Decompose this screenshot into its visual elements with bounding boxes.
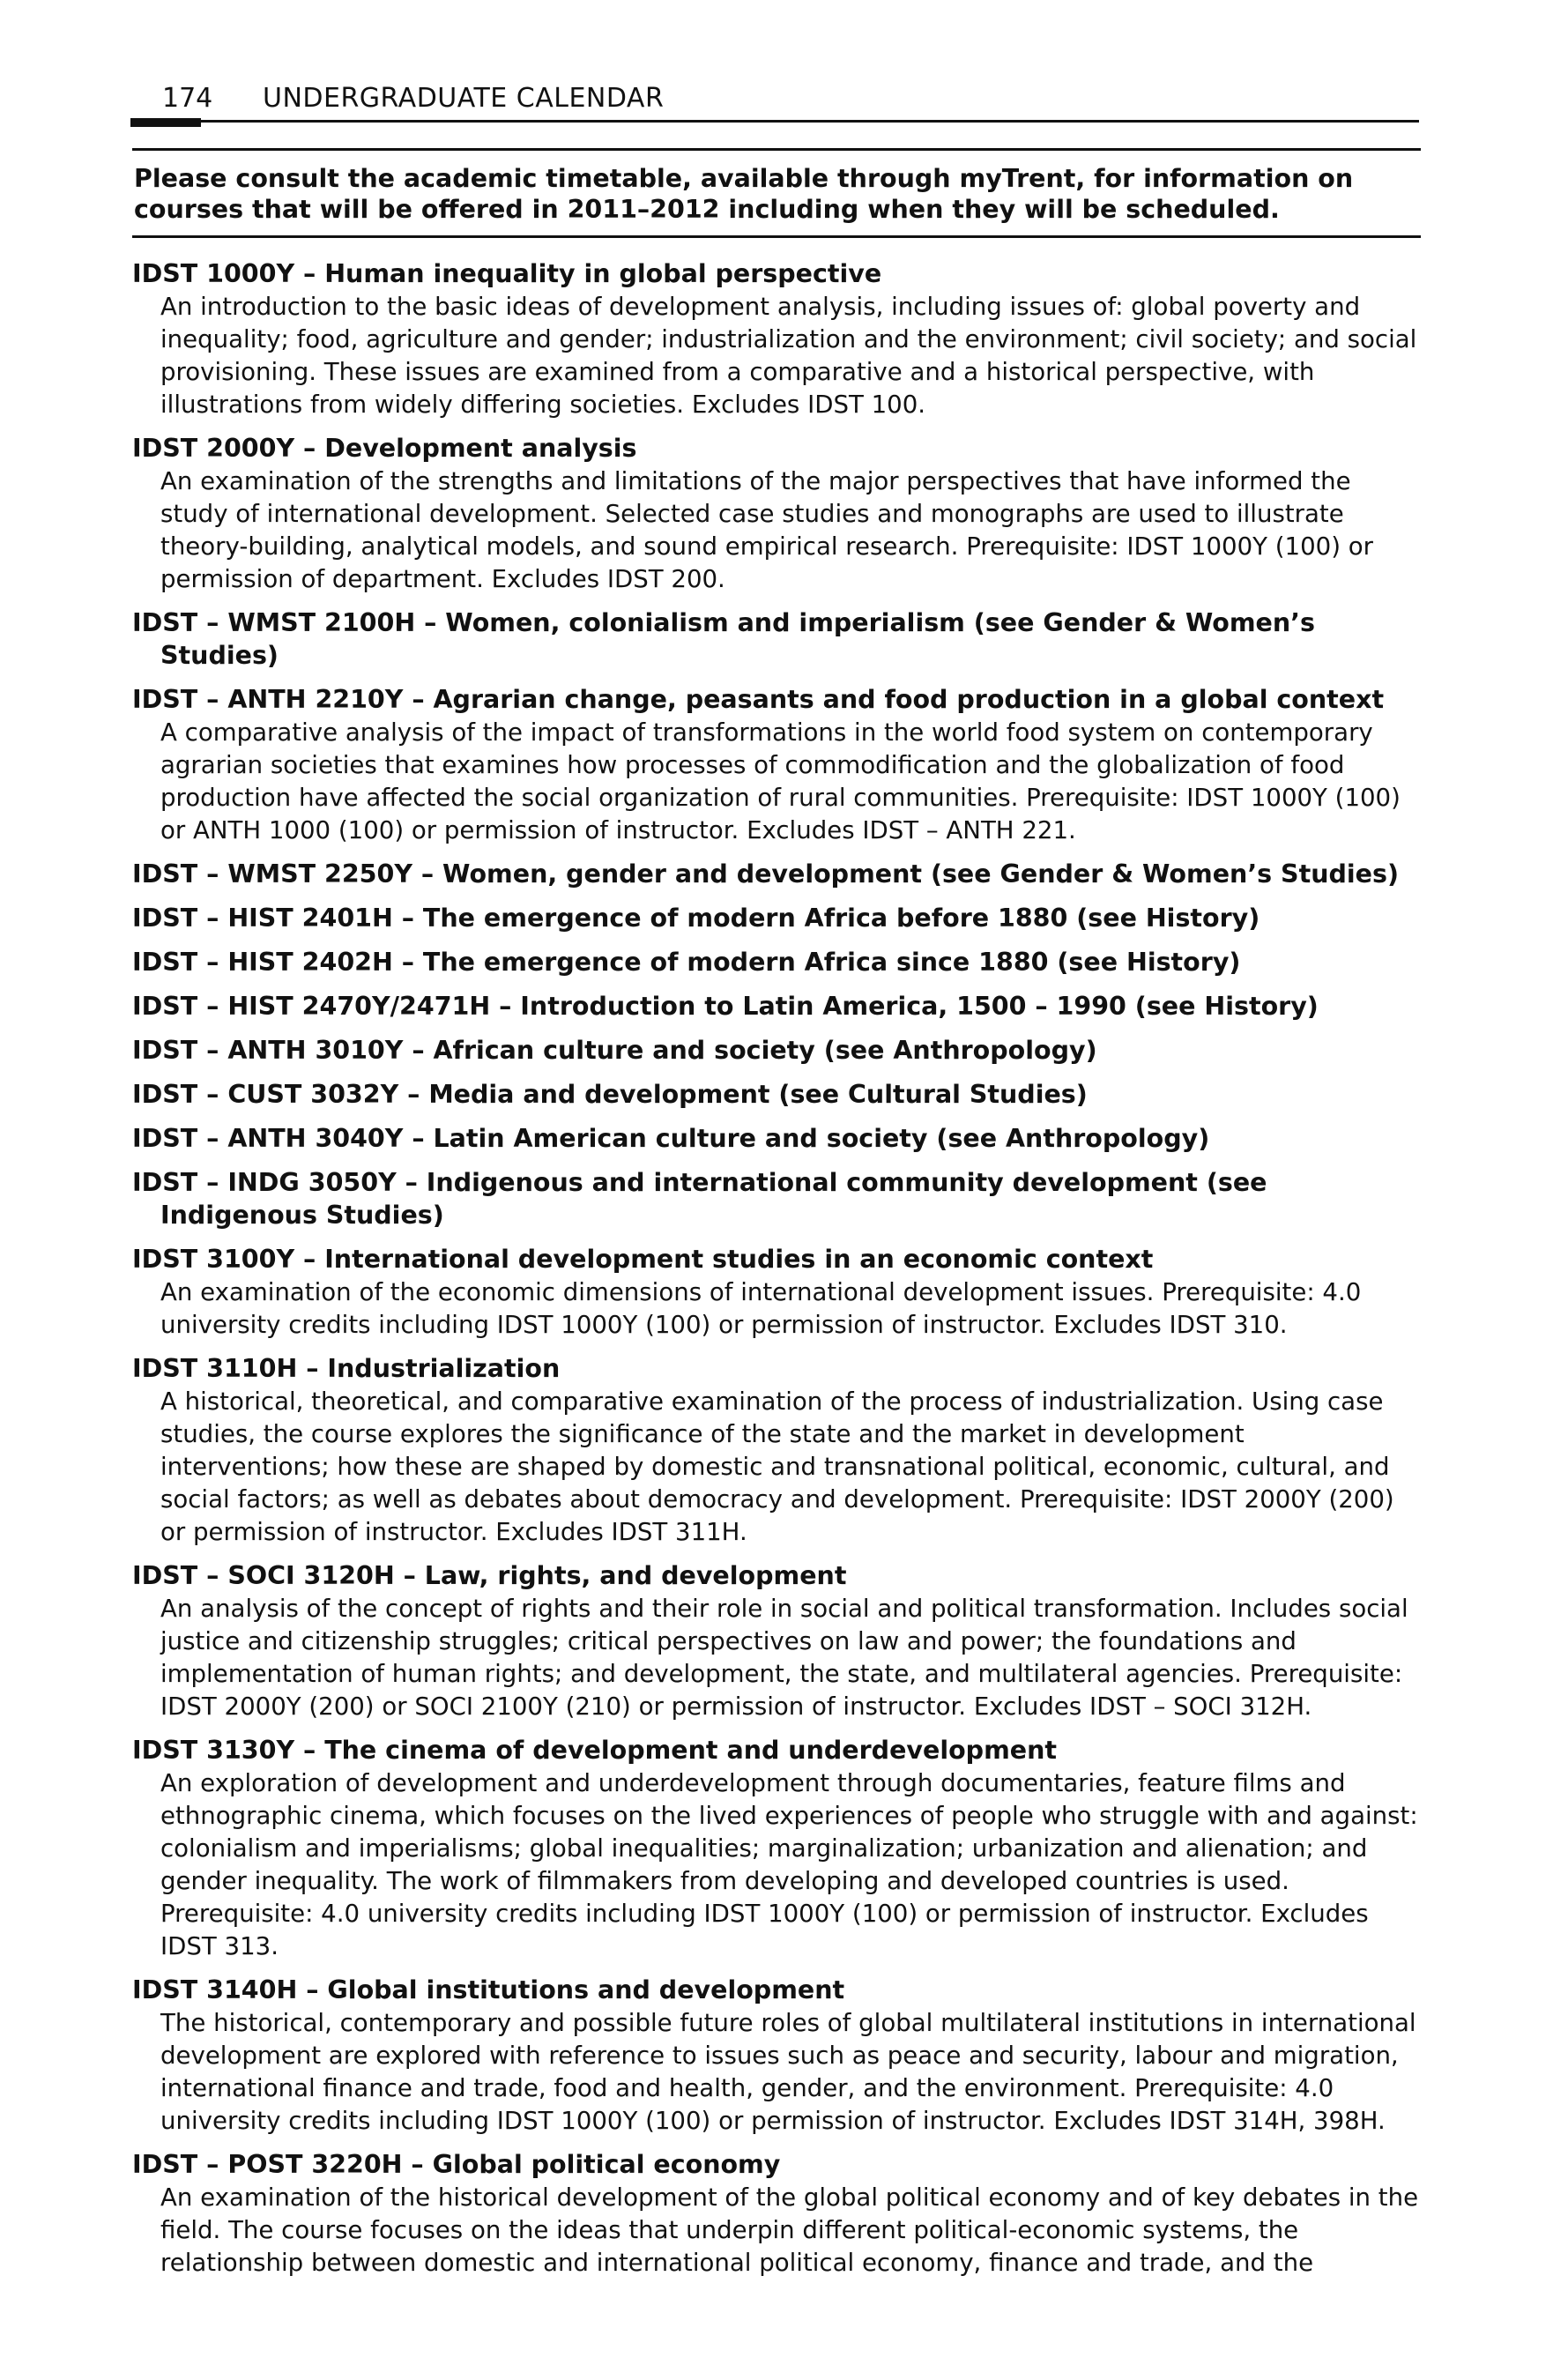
course-title: IDST – CUST 3032Y – Media and development (see Cultural Studies) [132,1080,1088,1109]
course-title: IDST – SOCI 3120H – Law, rights, and development [132,1561,847,1590]
course-title: IDST – POST 3220H – Global political economy [132,2150,781,2179]
course-title: IDST – ANTH 2210Y – Agrarian change, peasants and food production in a global context [132,685,1385,714]
course-entry [132,1243,1421,1341]
course-title: IDST 3110H – Industrialization [132,1354,561,1383]
course-title: IDST – HIST 2402H – The emergence of modern Africa since 1880 (see History) [132,948,1241,977]
course-entry [132,257,1421,420]
course-description: An examination of the economic dimensions of international development issues. Prerequisite: 4.0 university credits including IDST 1000Y (100) or permission of instructor. Excludes IDST 310. [160,1277,1362,1339]
course-entry [132,1352,1421,1548]
course-entry [132,1166,1421,1231]
timetable-notice [132,148,1421,238]
course-title: IDST – ANTH 3040Y – Latin American culture and society (see Anthropology) [132,1124,1210,1153]
course-title: IDST 2000Y – Development analysis [132,434,637,463]
course-description: An analysis of the concept of rights and their role in social and political transformation. Includes social justice and citizenship struggles; critical perspectives on law and power; the foundations and implementation of human rights; and development, the state, and multilateral agencies. Prerequisite: IDST 2000Y (200) or SOCI 2100Y (210) or permission of instructor. Excludes IDST – SOCI 312H. [160,1594,1408,1721]
course-entry [132,2148,1421,2279]
course-description: An exploration of development and underdevelopment through documentaries, feature films and ethnographic cinema, which focuses on the lived experiences of people who struggle with and against: colonialism and imperialisms; global inequalities; marginalization; urbanization and alienation; and gender inequality. The work of filmmakers from developing and developed countries is used. Prerequisite: 4.0 university credits including IDST 1000Y (100) or permission of instructor. Excludes IDST 313. [160,1768,1418,1960]
course-title: IDST – WMST 2250Y – Women, gender and development (see Gender & Women’s Studies) [132,859,1399,889]
course-title: IDST 3140H – Global institutions and development [132,1975,845,2004]
course-description: An examination of the historical development of the global political economy and of key debates in the field. The course focuses on the ideas that underpin different political-economic systems, the relationship between domestic and international political economy, finance and trade, and the [160,2183,1419,2277]
course-title: IDST 3100Y – International development studies in an economic context [132,1245,1154,1274]
course-entry [132,902,1421,934]
course-entry [132,683,1421,846]
course-entry [132,432,1421,595]
course-entry [132,946,1421,978]
notice-text: Please consult the academic timetable, available through myTrent, for information on courses that will be offered in 2011–2012 including when they will be scheduled. [134,164,1354,224]
course-entry [132,990,1421,1023]
running-title: UNDERGRADUATE CALENDAR [263,83,665,114]
page-number: 174 [162,83,213,114]
course-description: An examination of the strengths and limitations of the major perspectives that have informed the study of international development. Selected case studies and monographs are used to illustrate theory-building, analytical models, and sound empirical research. Prerequisite: IDST 1000Y (100) or permission of department. Excludes IDST 200. [160,466,1373,593]
header-rule-accent [130,118,201,127]
course-entry [132,1974,1421,2137]
course-entry [132,858,1421,890]
course-title: IDST – INDG 3050Y – Indigenous and international community development (see Indigenous Studies) [132,1168,1267,1230]
course-title: IDST – HIST 2401H – The emergence of modern Africa before 1880 (see History) [132,904,1260,933]
course-description: A historical, theoretical, and comparative examination of the process of industrialization. Using case studies, the course explores the significance of the state and the market in development interventions; how these are shaped by domestic and transnational political, economic, cultural, and social factors; as well as debates about democracy and development. Prerequisite: IDST 2000Y (200) or permission of instructor. Excludes IDST 311H. [160,1387,1394,1546]
course-description: A comparative analysis of the impact of transformations in the world food system on contemporary agrarian societies that examines how processes of commodification and the globalization of food production have affected the social organization of rural communities. Prerequisite: IDST 1000Y (100) or ANTH 1000 (100) or permission of instructor. Excludes IDST – ANTH 221. [160,718,1401,844]
course-list [132,257,1421,2290]
page-header [130,81,1419,125]
course-title: IDST – HIST 2470Y/2471H – Introduction to Latin America, 1500 – 1990 (see History) [132,992,1319,1021]
course-title: IDST 1000Y – Human inequality in global perspective [132,259,882,288]
course-entry [132,1559,1421,1722]
course-description: An introduction to the basic ideas of development analysis, including issues of: global poverty and inequality; food, agriculture and gender; industrialization and the environment; civil society; and social provisioning. These issues are examined from a comparative and a historical perspective, with illustrations from widely differing societies. Excludes IDST 100. [160,292,1417,419]
course-entry [132,1078,1421,1111]
course-title: IDST 3130Y – The cinema of development and underdevelopment [132,1736,1058,1765]
course-description: The historical, contemporary and possible future roles of global multilateral institutions in international development are explored with reference to issues such as peace and security, labour and migration, international finance and trade, food and health, gender, and the environment. Prerequisite: 4.0 university credits including IDST 1000Y (100) or permission of instructor. Excludes IDST 314H, 398H. [160,2008,1416,2135]
header-rule [130,120,1419,123]
course-title: IDST – ANTH 3010Y – African culture and society (see Anthropology) [132,1036,1097,1065]
course-entry [132,606,1421,672]
course-entry [132,1122,1421,1155]
course-entry [132,1034,1421,1067]
course-title: IDST – WMST 2100H – Women, colonialism and imperialism (see Gender & Women’s Studies) [132,608,1315,670]
course-entry [132,1734,1421,1962]
